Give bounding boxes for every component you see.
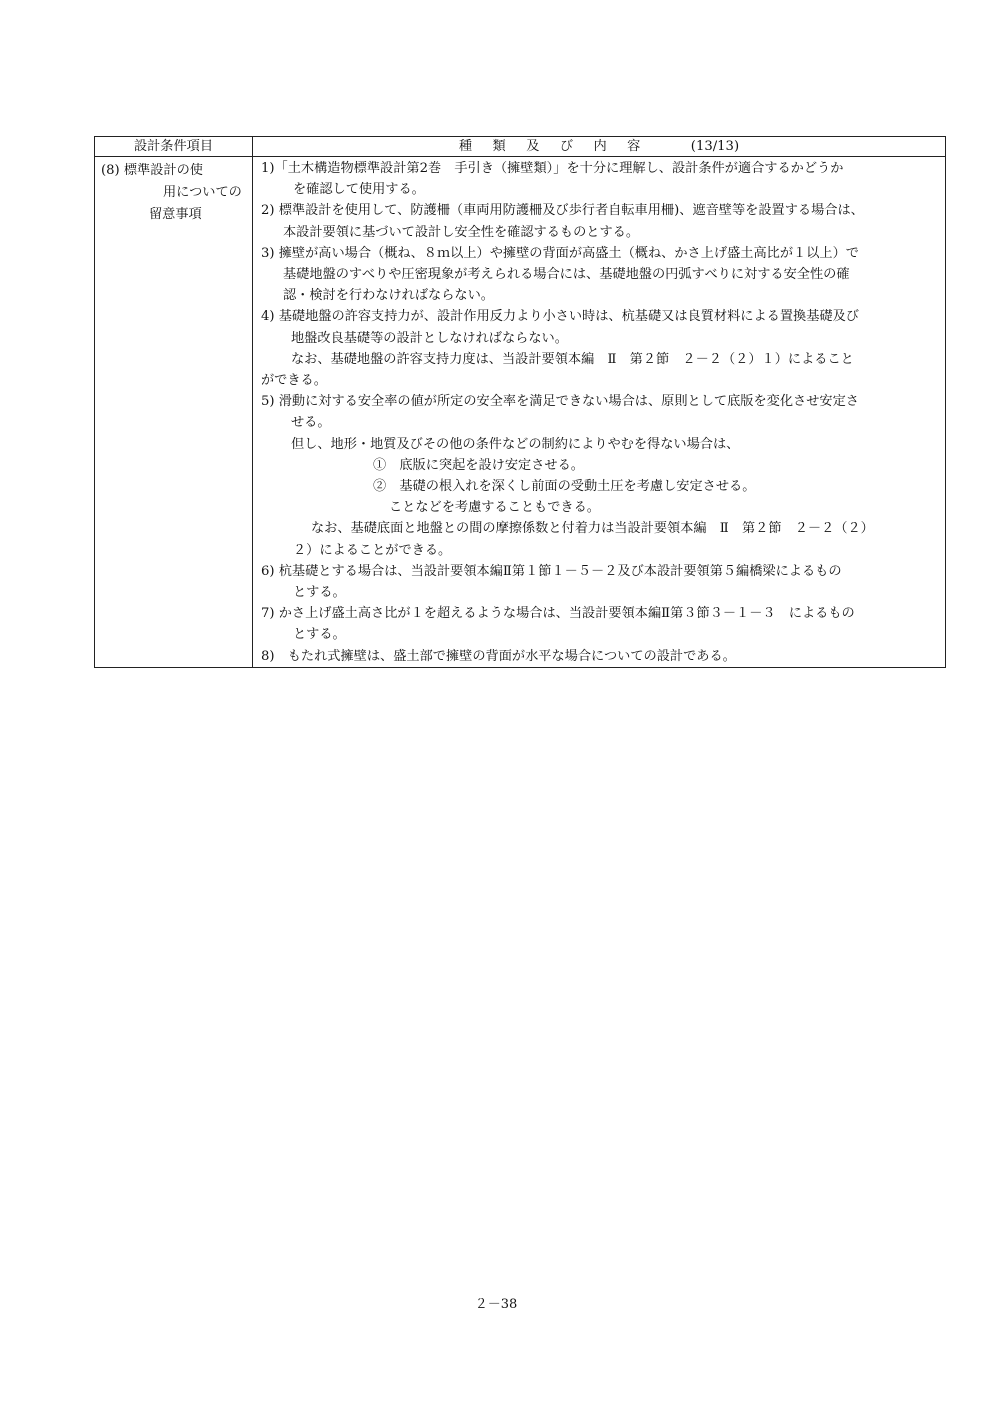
content-line: 7) かさ上げ盛土高さ比が１を超えるような場合は、当設計要領本編Ⅱ第３節３－１－３ によるもの [261, 606, 855, 622]
table-row [95, 157, 946, 668]
content-line: 本設計要領に基づいて設計し安全性を確認するものとする。 [283, 224, 640, 240]
content-line: せる。 [291, 415, 331, 431]
content-line: ２）によることができる。 [293, 542, 452, 558]
content-line: 2) 標準設計を使用して、防護柵（車両用防護柵及び歩行者自転車用柵)、遮音壁等を設置する場合は、 [261, 203, 864, 219]
content-line: なお、基礎底面と地盤との間の摩擦係数と付着力は当設計要領本編 Ⅱ 第２節 ２－２（２） [311, 521, 874, 537]
item-line: (8) 標準設計の使 [101, 163, 203, 178]
item-line: 留意事項 [149, 207, 202, 222]
content-line: なお、基礎地盤の許容支持力度は、当設計要領本編 Ⅱ 第２節 ２－２（２）１）によること [291, 351, 854, 367]
content-line: ② 基礎の根入れを深くし前面の受動土圧を考慮し安定させる。 [373, 479, 756, 495]
content-line: ① 底版に突起を設け安定させる。 [373, 457, 584, 473]
content-line: 8) もたれ式擁壁は、盛土部で擁壁の背面が水平な場合についての設計である。 [261, 648, 736, 664]
content-line: とする。 [293, 627, 346, 643]
content-line: 4) 基礎地盤の許容支持力が、設計作用反力より小さい時は、杭基礎又は良質材料による置換基礎及び [261, 309, 859, 325]
content-line: 地盤改良基礎等の設計としなければならない。 [291, 330, 568, 346]
content-line: 3) 擁壁が高い場合（概ね、８ｍ以上）や擁壁の背面が高盛土（概ね、かさ上げ盛土高比が１以上）で [261, 245, 859, 261]
content-line: 基礎地盤のすべりや圧密現象が考えられる場合には、基礎地盤の円弧すべりに対する安全性の確 [283, 267, 850, 283]
item-cell [95, 157, 253, 668]
content-line: ができる。 [261, 373, 327, 389]
item-line: 用についての [163, 185, 242, 200]
content-line: とする。 [293, 585, 346, 601]
content-line: 1)「土木構造物標準設計第2巻 手引き（擁壁類）」を十分に理解し、設計条件が適合するかどうか [261, 161, 844, 176]
content-cell [253, 157, 946, 668]
content-line: 6) 杭基礎とする場合は、当設計要領本編Ⅱ第１節１－５－２及び本設計要領第５編橋梁によるもの [261, 563, 842, 579]
content-line: ことなどを考慮することもできる。 [389, 500, 600, 516]
header-content-label: 種類及び内容 [458, 139, 661, 154]
content-line: 認・検討を行わなければならない。 [283, 288, 494, 304]
header-item-label: 設計条件項目 [95, 137, 253, 157]
content-line: 但し、地形・地質及びその他の条件などの制約によりやむを得ない場合は、 [291, 436, 740, 452]
design-conditions-table [94, 136, 946, 668]
content-line: を確認して使用する。 [293, 182, 425, 198]
page-number: ２－38 [474, 1297, 518, 1312]
header-content [253, 137, 946, 157]
header-page-label: (13/13) [690, 139, 740, 154]
content-line: 5) 滑動に対する安全率の値が所定の安全率を満足できない場合は、原則として底版を変化させ安定さ [261, 394, 859, 410]
table-header-row [95, 137, 946, 157]
